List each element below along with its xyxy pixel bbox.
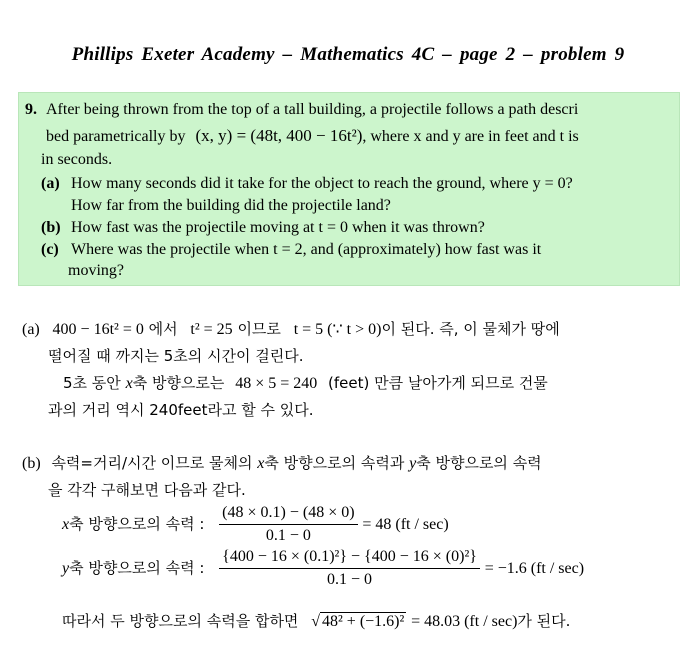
parametric-equation: (x, y) = (48t, 400 − 16t²) (195, 126, 363, 145)
solution-a-line-3b: 축 방향으로는 (132, 374, 225, 392)
x-speed-row (62, 504, 449, 545)
x-speed-var: x (62, 516, 70, 533)
final-result: = 48.03 (ft / sec) (411, 613, 518, 630)
solution-b-line-1b: 축 방향으로의 속력과 (264, 454, 405, 472)
problem-line-3: in seconds. (41, 151, 113, 168)
solution-a-line-1 (22, 318, 560, 339)
solution-b-line-1a: 속력=거리/시간 이므로 물체의 (51, 454, 253, 472)
y-speed-result: = −1.6 (ft / sec) (484, 560, 585, 577)
y-speed-row (62, 548, 584, 589)
part-c-line-2: moving? (68, 262, 124, 279)
solution-a-line-4: 과의 거리 역시 240feet라고 할 수 있다. (48, 401, 314, 419)
page-title: Phillips Exeter Academy – Mathematics 4C – page 2 – problem 9 (71, 44, 625, 65)
problem-box (18, 92, 680, 286)
solution-a-line-2: 떨어질 때 까지는 5초의 시간이 걸린다. (48, 347, 304, 365)
solution-a-label: (a) (22, 321, 40, 338)
final-text-a: 따라서 두 방향으로의 속력을 합하면 (62, 612, 299, 630)
solution-a-line-3-eq: 48 × 5 = 240 (235, 375, 318, 392)
solution-a-line-3c: (feet) 만큼 날아가게 되므로 건물 (328, 374, 548, 392)
part-a-line-2: How far from the building did the projectile land? (71, 197, 391, 214)
y-speed-denominator: 0.1 − 0 (327, 571, 373, 588)
part-c-line-1: Where was the projectile when t = 2, and (approximately) how fast was it (71, 241, 542, 258)
solution-b-line-2: 을 각각 구해보면 다음과 같다. (48, 481, 246, 499)
solution-b-label: (b) (22, 455, 41, 472)
solution-b-line-1c: 축 방향으로의 속력 (416, 454, 542, 472)
solution-a-word3: 이 된다. 즉, 이 물체가 땅에 (381, 320, 560, 338)
part-c-label: (c) (41, 241, 59, 258)
problem-line-2b: , where x and y are in feet and t is (362, 128, 579, 145)
x-speed-fraction (219, 504, 357, 545)
final-text-c: 가 된다. (517, 612, 571, 630)
y-speed-fraction (219, 548, 480, 589)
solution-a-eq3: t = 5 (∵ t > 0) (293, 321, 382, 338)
y-speed-label: 축 방향으로의 속력 : (69, 559, 205, 577)
x-speed-denominator: 0.1 − 0 (265, 527, 311, 544)
problem-line-1: After being thrown from the top of a tall building, a projectile follows a path descri (46, 101, 579, 118)
solution-a-x: x (125, 375, 133, 392)
solution-b-line-1 (22, 452, 542, 473)
solution-a-line-3 (63, 372, 548, 393)
solution-a-word1: 에서 (148, 320, 178, 338)
solution-a-eq2: t² = 25 (190, 321, 233, 338)
problem-number: 9. (25, 101, 37, 118)
part-a-label: (a) (41, 175, 60, 192)
solution-a-line-3a: 5초 동안 (63, 374, 121, 392)
y-speed-var: y (62, 560, 70, 577)
solution-b-x: x (257, 455, 265, 472)
x-speed-numerator: (48 × 0.1) − (48 × 0) (219, 504, 357, 525)
x-speed-label: 축 방향으로의 속력 : (69, 515, 205, 533)
problem-line-2a: bed parametrically by (46, 128, 186, 145)
x-speed-result: = 48 (ft / sec) (362, 516, 449, 533)
part-b-line-1: How fast was the projectile moving at t = 0 when it was thrown? (71, 219, 485, 236)
part-a-line-1: How many seconds did it take for the object to reach the ground, where y = 0? (71, 175, 573, 192)
y-speed-numerator: {400 − 16 × (0.1)²} − {400 − 16 × (0)²} (219, 548, 480, 569)
solution-a-word2: 이므로 (237, 320, 281, 338)
final-speed-row: 따라서 두 방향으로의 속력을 합하면 √ 48² + (−1.6)² = 48.03 (ft / sec)가 된다. (62, 612, 571, 630)
part-b-label: (b) (41, 219, 61, 236)
sqrt-expression: 48² + (−1.6)² (322, 613, 405, 630)
solution-a-eq1: 400 − 16t² = 0 (52, 321, 144, 338)
solution-b-y: y (409, 455, 417, 472)
problem-line-2 (46, 126, 579, 146)
